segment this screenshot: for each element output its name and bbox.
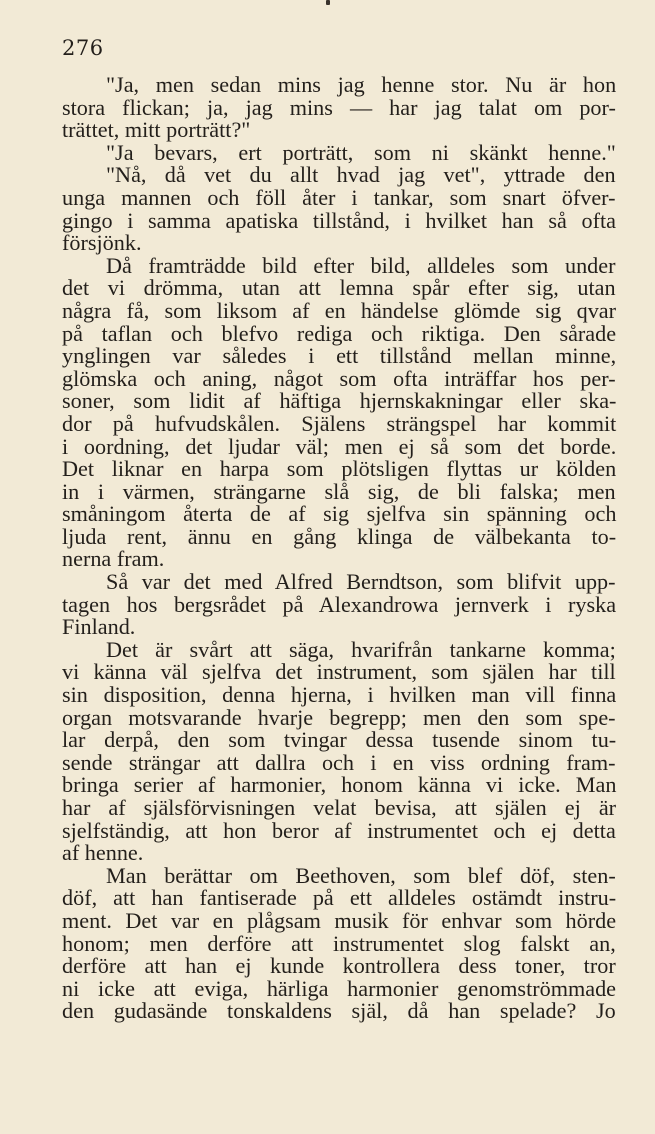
- text-line: Man berättar om Beethoven, som blef döf, sten-: [106, 862, 616, 888]
- text-line: dor på hufvudskålen. Själens strängspel har kommit: [62, 410, 617, 436]
- text-line: sin disposition, denna hjerna, i hvilken man vill finna: [62, 682, 617, 708]
- text-line: organ motsvarande hvarje begrepp; men den som spe-: [62, 704, 616, 730]
- text-line: på taflan och blefvo rediga och riktiga. Den sårade: [62, 320, 617, 346]
- text-line: in i värmen, strängarne slå sig, de bli falska; men: [62, 478, 616, 504]
- body-text: [62, 74, 616, 1023]
- text-line: ynglingen var således i ett tillstånd mellan minne,: [62, 343, 617, 369]
- text-line: glömska och aning, något som ofta inträffar hos per-: [62, 365, 616, 391]
- text-line: tagen hos bergsrådet på Alexandrowa jernverk i ryska: [62, 591, 617, 617]
- text-line: några få, som liksom af en händelse glömde sig qvar: [62, 297, 617, 323]
- text-line: ment. Det var en plågsam musik för enhvar som hörde: [62, 907, 617, 933]
- text-line: sende strängar att dallra och i en viss ordning fram-: [62, 749, 616, 775]
- text-line: försjönk.: [62, 230, 142, 256]
- text-line: den gudasände tonskaldens själ, då han spelade? Jo: [62, 998, 616, 1024]
- text-line: i oordning, det ljudar väl; men ej så som det borde.: [62, 433, 617, 459]
- text-line: Det liknar en harpa som plötsligen flyttas ur kölden: [62, 456, 617, 482]
- text-line: honom; men derföre att instrumentet slog falskt an,: [62, 930, 616, 956]
- text-line: stora flickan; ja, jag mins — har jag talat om por-: [62, 94, 616, 120]
- text-line: "Ja, men sedan mins jag henne stor. Nu är hon: [106, 72, 617, 97]
- text-line: vi känna väl sjelfva det instrument, som själen har till: [62, 659, 616, 685]
- text-line: Så var det med Alfred Berndtson, som blifvit upp-: [106, 569, 616, 595]
- text-line: af henne.: [62, 840, 144, 866]
- text-line: Då framträdde bild efter bild, alldeles som under: [106, 252, 616, 278]
- text-line: det vi drömma, utan att lemna spår efter sig, utan: [62, 275, 616, 301]
- text-line: sjelfständig, att hon beror af instrumentet och ej detta: [62, 817, 616, 843]
- text-line: Finland.: [62, 614, 136, 640]
- text-line: Det är svårt att säga, hvarifrån tankarne komma;: [106, 636, 616, 662]
- text-line: ljuda rent, ännu en gång klinga de välbekanta to-: [62, 523, 617, 549]
- text-line: derföre att han ej kunde kontrollera dess toner, tror: [62, 953, 616, 979]
- text-line: bringa serier af harmonier, honom känna vi icke. Man: [62, 772, 617, 798]
- text-line: "Ja bevars, ert porträtt, som ni skänkt henne.": [106, 139, 616, 165]
- text-line: ni icke att eviga, härliga harmonier genomströmmade: [62, 975, 617, 1001]
- text-line: nerna fram.: [62, 546, 165, 572]
- text-line: "Nå, då vet du allt hvad jag vet", yttrade den: [106, 162, 616, 188]
- text-line: trättet, mitt porträtt?": [62, 117, 251, 143]
- page-number: 276: [62, 36, 104, 60]
- text-line: döf, att han fantiserade på ett alldeles ostämdt instru-: [62, 885, 617, 911]
- text-line: lar derpå, den som tvingar dessa tusende sinom tu-: [62, 727, 617, 753]
- text-line: unga mannen och föll åter i tankar, som snart öfver-: [62, 184, 616, 210]
- print-mark: [326, 0, 330, 5]
- text-line: småningom återta de af sig sjelfva sin spänning och: [62, 501, 617, 527]
- text-line: soner, som lidit af häftiga hjernskakningar eller ska-: [62, 388, 617, 414]
- text-line: har af själsförvisningen velat bevisa, att själen ej är: [62, 795, 617, 820]
- text-line: gingo i samma apatiska tillstånd, i hvilket han så ofta: [62, 207, 617, 233]
